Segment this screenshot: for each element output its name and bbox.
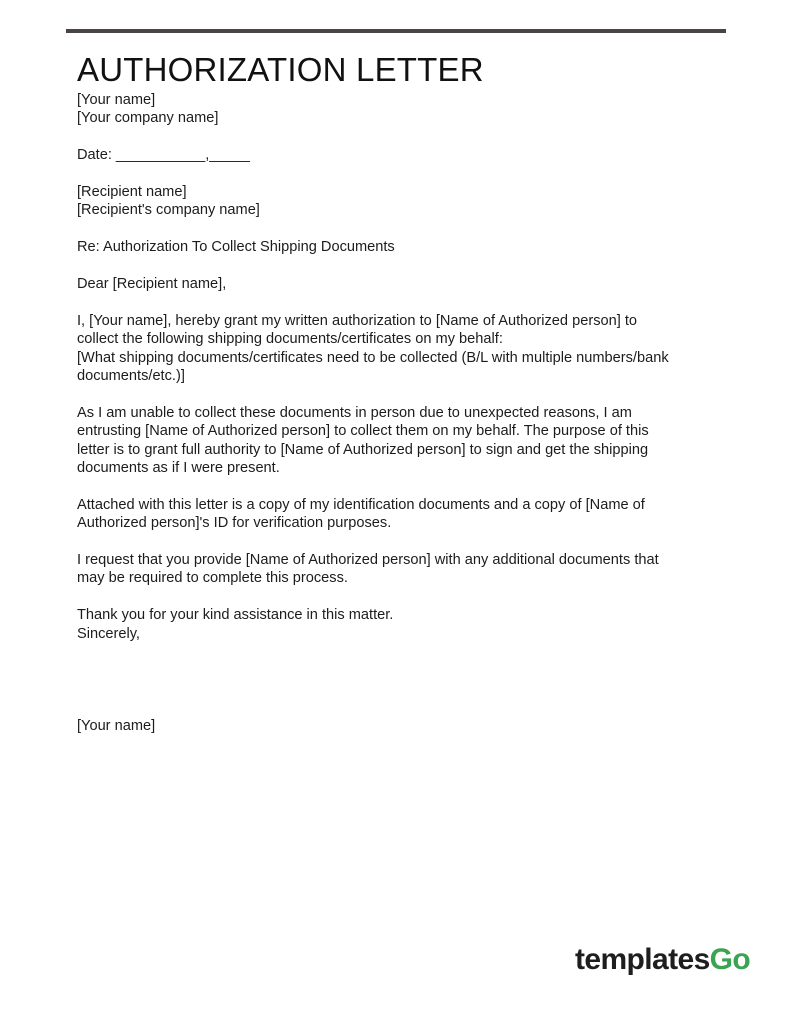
recipient-company: [Recipient's company name]: [77, 202, 260, 219]
paragraph-line: Attached with this letter is a copy of my identification documents and a copy of [Name of: [77, 496, 645, 513]
sender-block: [77, 91, 727, 128]
subject-line: Re: Authorization To Collect Shipping Documents: [77, 239, 395, 256]
signature-name: [Your name]: [77, 717, 156, 734]
templatesgo-logo: [575, 940, 750, 980]
salutation: Dear [Recipient name],: [77, 276, 227, 292]
paragraph-authorization: [77, 312, 727, 386]
sender-company: [Your company name]: [77, 110, 219, 127]
paragraph-line: As I am unable to collect these documents in person due to unexpected reasons, I am: [77, 404, 632, 421]
date-line: Date: ___________,_____: [77, 147, 250, 164]
paragraph-request: [77, 551, 727, 588]
signature-space: [77, 643, 727, 717]
paragraph-line: may be required to complete this process.: [77, 570, 348, 587]
closing-block: [77, 606, 727, 643]
paragraph-line: Authorized person]'s ID for verification purposes.: [77, 515, 392, 532]
header-rule: [66, 29, 726, 33]
salutation-block: [77, 275, 727, 293]
paragraph-line: I, [Your name], hereby grant my written authorization to [Name of Authorized person] to: [77, 312, 637, 329]
date-block: [77, 146, 727, 164]
paragraph-line: collect the following shipping documents/certificates on my behalf:: [77, 331, 503, 348]
paragraph-line: [What shipping documents/certificates need to be collected (B/L with multiple numbers/bank: [77, 349, 669, 366]
subject-block: [77, 238, 727, 256]
letter-body: [77, 91, 727, 735]
paragraph-line: documents/etc.)]: [77, 368, 185, 385]
recipient-block: [77, 183, 727, 220]
signoff: Sincerely,: [77, 625, 140, 642]
paragraph-line: letter is to grant full authority to [Name of Authorized person] to sign and get the shipping: [77, 441, 649, 458]
page-title: AUTHORIZATION LETTER: [77, 51, 484, 88]
thanks-line: Thank you for your kind assistance in this matter.: [77, 607, 394, 624]
recipient-name: [Recipient name]: [77, 184, 187, 200]
logo-text-go: Go: [709, 943, 751, 976]
paragraph-reason: [77, 404, 727, 478]
sender-name: [Your name]: [77, 92, 156, 108]
logo-text-templates: templates: [575, 943, 710, 976]
paragraph-line: entrusting [Name of Authorized person] to collect them on my behalf. The purpose of this: [77, 423, 649, 440]
paragraph-line: documents as if I were present.: [77, 460, 280, 477]
paragraph-line: I request that you provide [Name of Authorized person] with any additional documents that: [77, 552, 659, 569]
signature-block: [77, 717, 727, 735]
paragraph-attachments: [77, 496, 727, 533]
